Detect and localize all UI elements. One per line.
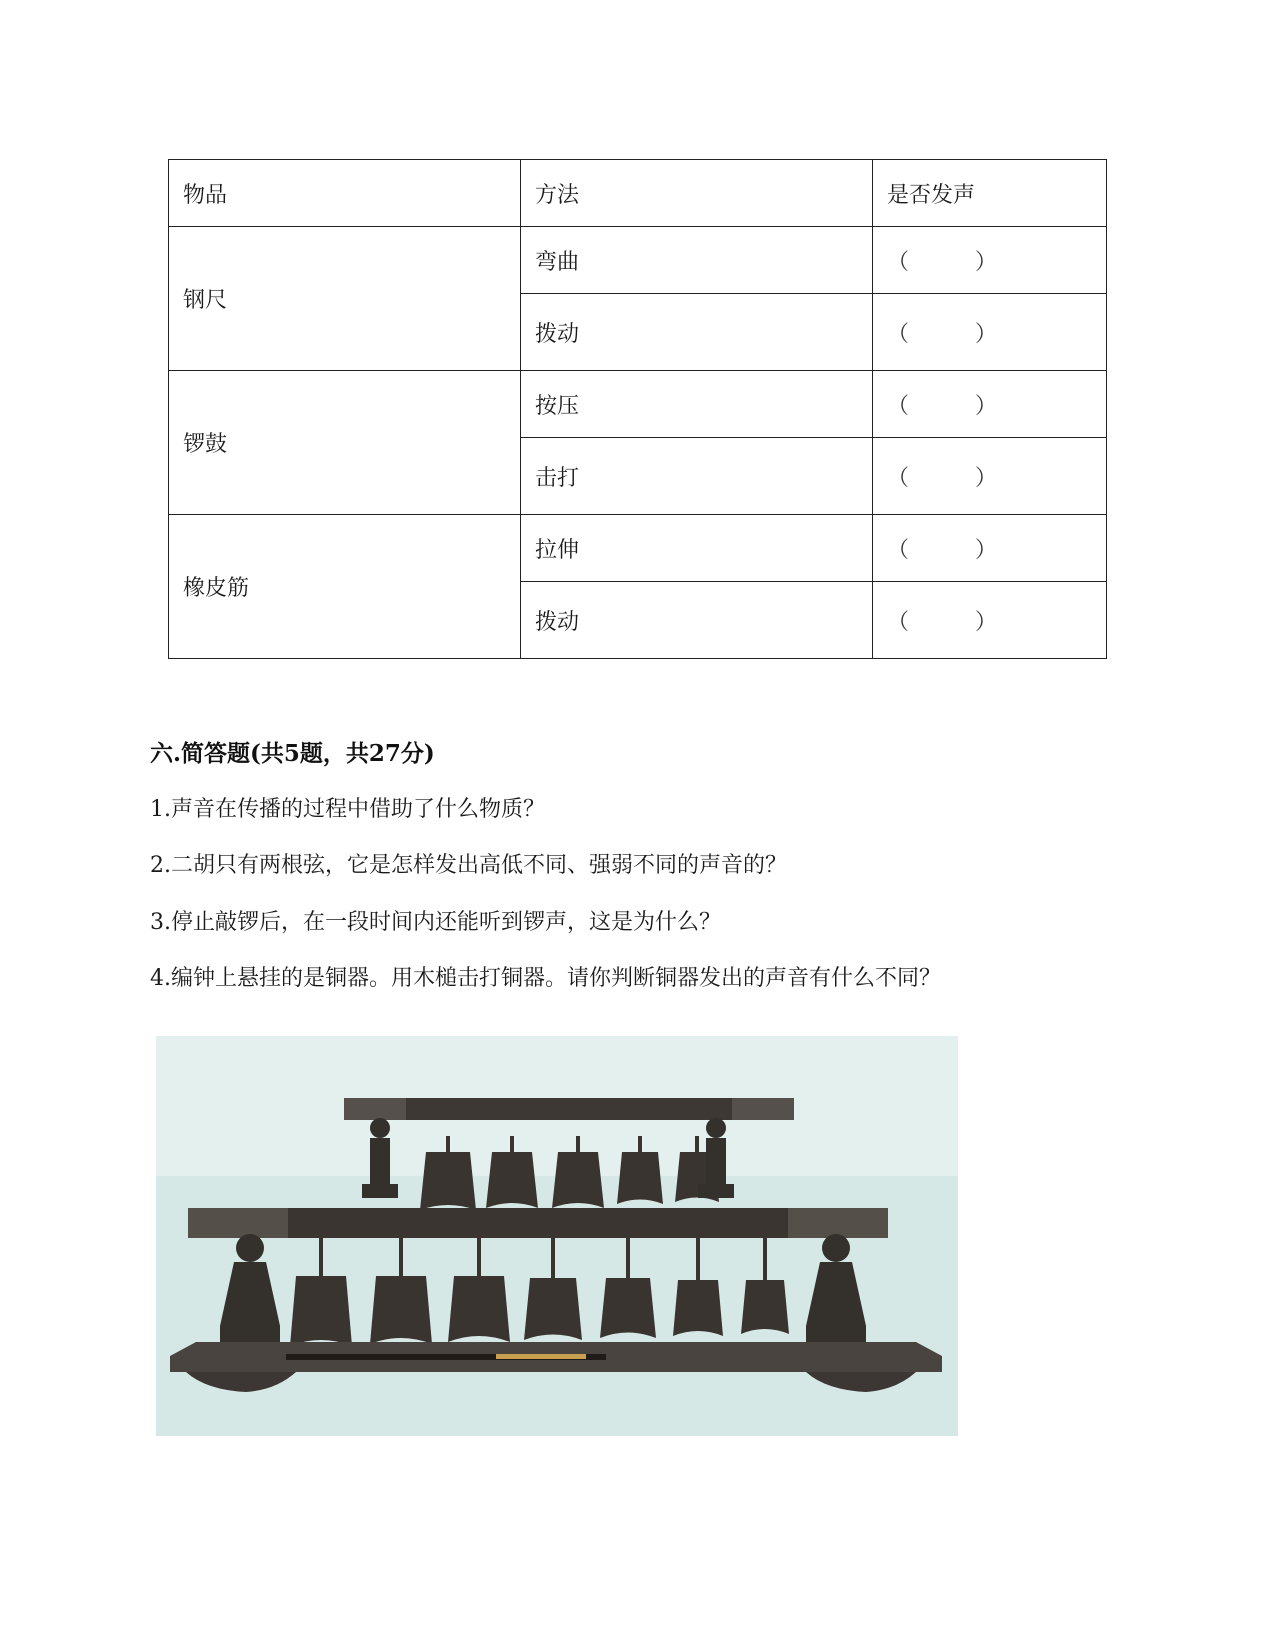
question-4: 4.编钟上悬挂的是铜器。用木槌击打铜器。请你判断铜器发出的声音有什么不同？ <box>150 966 941 991</box>
item-cell: 钢尺 <box>169 227 521 371</box>
table-row <box>169 227 1107 294</box>
header-method: 方法 <box>521 160 873 227</box>
method-cell: 按压 <box>521 371 873 438</box>
question-1: 1.声音在传播的过程中借助了什么物质？ <box>150 797 545 822</box>
question-3: 3.停止敲锣后，在一段时间内还能听到锣声，这是为什么？ <box>150 910 721 935</box>
item-cell: 锣鼓 <box>169 371 521 515</box>
table-header-row <box>169 160 1107 227</box>
table-row <box>169 515 1107 582</box>
answer-blank[interactable]: （ ） <box>873 227 1107 294</box>
answer-blank[interactable]: （ ） <box>873 294 1107 371</box>
table-row <box>169 371 1107 438</box>
bianzhong-photo <box>156 1036 958 1436</box>
lower-beam <box>188 1208 888 1238</box>
answer-blank[interactable]: （ ） <box>873 582 1107 659</box>
answer-blank[interactable]: （ ） <box>873 371 1107 438</box>
answer-blank[interactable]: （ ） <box>873 515 1107 582</box>
experiment-table <box>168 159 1107 659</box>
method-cell: 弯曲 <box>521 227 873 294</box>
section-title: 六.简答题(共5题，共27分) <box>150 740 435 767</box>
method-cell: 拨动 <box>521 582 873 659</box>
header-sound: 是否发声 <box>873 160 1107 227</box>
question-2: 2.二胡只有两根弦，它是怎样发出高低不同、强弱不同的声音的？ <box>150 853 787 878</box>
header-item: 物品 <box>169 160 521 227</box>
method-cell: 拨动 <box>521 294 873 371</box>
item-cell: 橡皮筋 <box>169 515 521 659</box>
method-cell: 击打 <box>521 438 873 515</box>
method-cell: 拉伸 <box>521 515 873 582</box>
upper-beam <box>344 1098 794 1120</box>
answer-blank[interactable]: （ ） <box>873 438 1107 515</box>
